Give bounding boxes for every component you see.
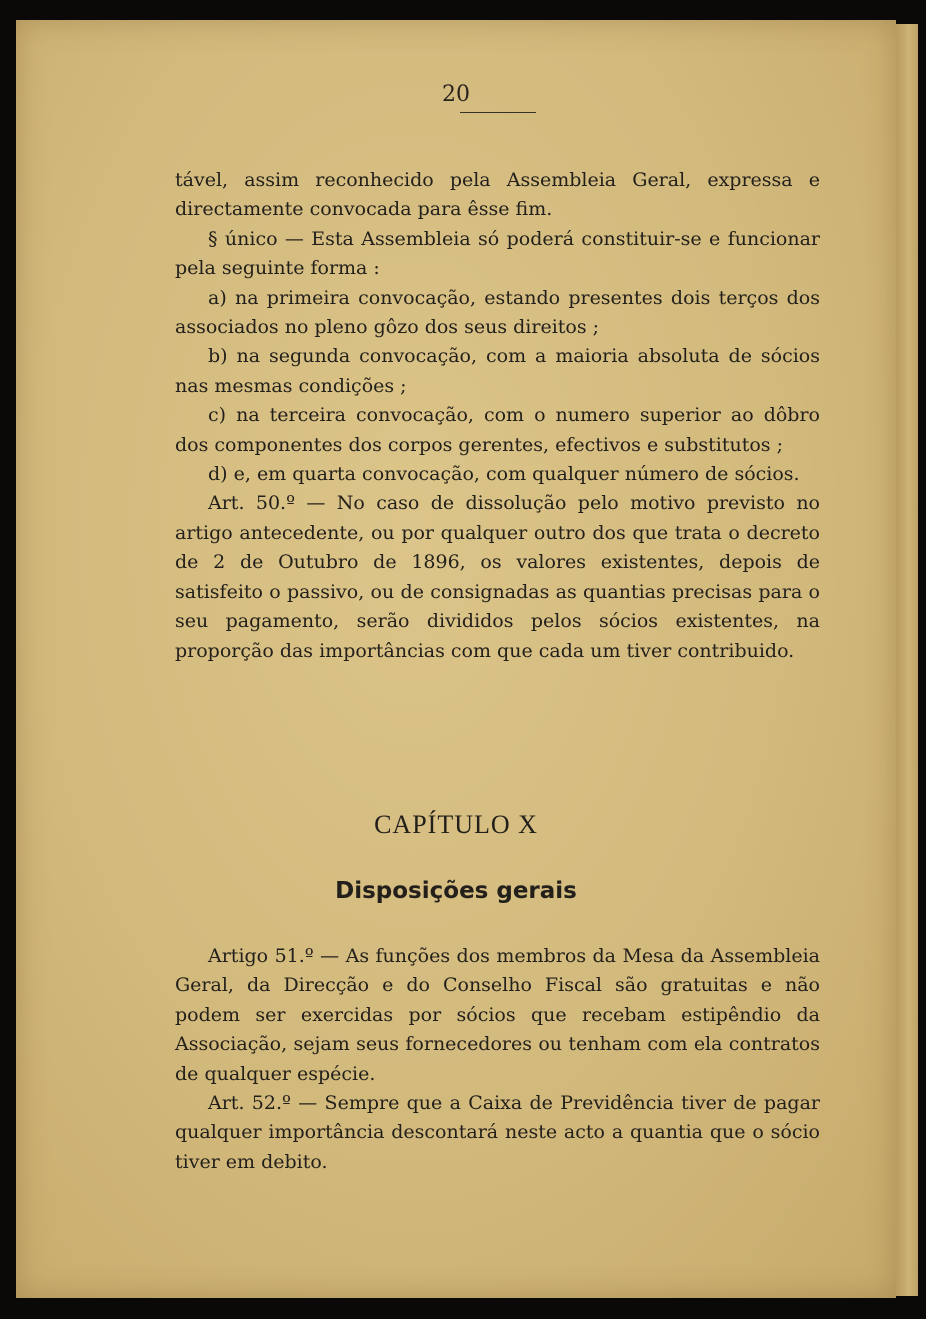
- section-title: Disposições gerais: [335, 878, 577, 904]
- paragraph: a) na primeira convocação, estando presentes dois terços dos associados no pleno gôzo dos seus direitos ;: [175, 286, 820, 339]
- page-number-rule: [460, 112, 536, 113]
- paragraph: b) na segunda convocação, com a maioria absoluta de sócios nas mesmas condições ;: [175, 345, 820, 397]
- paragraph: d) e, em quarta convocação, com qualquer número de sócios.: [208, 463, 800, 486]
- paragraph: § único — Esta Assembleia só poderá constituir-se e funcionar pela seguinte forma :: [175, 227, 820, 280]
- paragraph: tável, assim reconhecido pela Assembleia Geral, expressa e directamente convocada para êsse fim.: [175, 169, 820, 221]
- paragraph: Art. 50.º — No caso de dissolução pelo motivo previsto no artigo antecedente, ou por qualquer outro dos que trata o decreto de 2 de Outubro de 1896, os valores existentes, depois de satisfeito o passivo, ou de consignadas as quantias precisas para o seu pagamento, serão divididos pelos sócios existentes, na proporção das importâncias com que cada um tiver contribuido.: [175, 492, 820, 662]
- book-page: [16, 20, 896, 1298]
- body-text-top: [175, 166, 820, 666]
- chapter-heading: CAPÍTULO X: [374, 810, 538, 839]
- paragraph: c) na terceira convocação, com o numero superior ao dôbro dos componentes dos corpos gerentes, efectivos e substitutos ;: [175, 404, 820, 456]
- page-number: 20: [442, 82, 470, 107]
- paragraph: Artigo 51.º — As funções dos membros da Mesa da Assembleia Geral, da Direcção e do Conselho Fiscal são gratuitas e não podem ser exercidas por sócios que recebam estipêndio da Associação, sejam seus fornecedores ou tenham com ela contratos de qualquer espécie.: [175, 945, 820, 1085]
- paragraph: Art. 52.º — Sempre que a Caixa de Previdência tiver de pagar qualquer importância descontará neste acto a quantia que o sócio tiver em debito.: [175, 1092, 820, 1173]
- body-text-bottom: [175, 942, 820, 1177]
- next-page-edge: [896, 24, 918, 1296]
